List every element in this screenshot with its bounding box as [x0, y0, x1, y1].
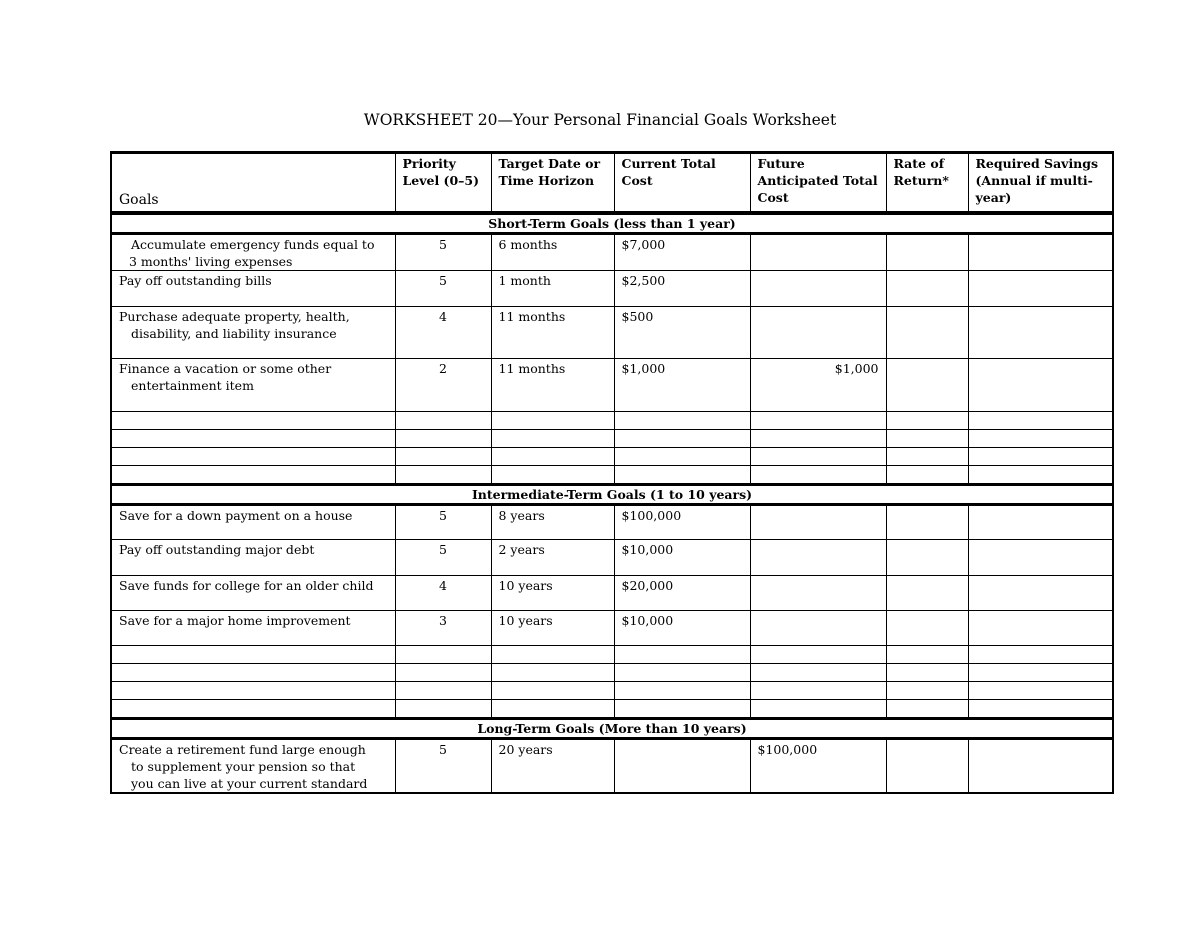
- empty-cell[interactable]: [111, 411, 395, 429]
- target-date-cell[interactable]: 1 month: [491, 270, 614, 306]
- table-row: [111, 610, 1113, 645]
- required-savings-cell[interactable]: [968, 738, 1113, 793]
- current-cost-cell[interactable]: $1,000: [614, 358, 750, 411]
- empty-cell[interactable]: [968, 465, 1113, 484]
- empty-cell[interactable]: [886, 663, 968, 681]
- empty-row: [111, 429, 1113, 447]
- rate-cell[interactable]: [886, 270, 968, 306]
- target-date-cell[interactable]: 11 months: [491, 306, 614, 358]
- empty-cell[interactable]: [886, 411, 968, 429]
- empty-cell[interactable]: [968, 429, 1113, 447]
- empty-cell[interactable]: [111, 465, 395, 484]
- rate-cell[interactable]: [886, 610, 968, 645]
- empty-cell[interactable]: [614, 645, 750, 663]
- goal-cell[interactable]: Save for a major home improvement: [111, 610, 395, 645]
- empty-cell[interactable]: [750, 447, 886, 465]
- current-cost-cell[interactable]: $10,000: [614, 610, 750, 645]
- empty-cell[interactable]: [968, 447, 1113, 465]
- empty-cell[interactable]: [395, 447, 491, 465]
- rate-cell[interactable]: [886, 306, 968, 358]
- current-cost-cell[interactable]: $7,000: [614, 233, 750, 270]
- section-label-intermediate-term: Intermediate-Term Goals (1 to 10 years): [111, 484, 1113, 504]
- rate-cell[interactable]: [886, 575, 968, 610]
- empty-cell[interactable]: [395, 681, 491, 699]
- empty-cell[interactable]: [491, 411, 614, 429]
- target-date-cell[interactable]: 11 months: [491, 358, 614, 411]
- empty-cell[interactable]: [395, 645, 491, 663]
- rate-cell[interactable]: [886, 358, 968, 411]
- header-future-cost: Future Anticipated Total Cost: [750, 153, 886, 213]
- empty-cell[interactable]: [614, 411, 750, 429]
- header-row: [111, 153, 1113, 213]
- required-savings-cell[interactable]: [968, 233, 1113, 270]
- rate-cell[interactable]: [886, 233, 968, 270]
- empty-cell[interactable]: [111, 645, 395, 663]
- empty-cell[interactable]: [614, 429, 750, 447]
- section-row: [111, 213, 1113, 234]
- current-cost-cell[interactable]: $2,500: [614, 270, 750, 306]
- priority-cell[interactable]: 5: [395, 504, 491, 539]
- empty-row: [111, 663, 1113, 681]
- empty-cell[interactable]: [491, 447, 614, 465]
- section-row: [111, 718, 1113, 738]
- rate-cell[interactable]: [886, 504, 968, 539]
- table-row: [111, 358, 1113, 411]
- future-cost-cell[interactable]: $1,000: [750, 358, 886, 411]
- empty-cell[interactable]: [111, 681, 395, 699]
- empty-cell[interactable]: [968, 411, 1113, 429]
- target-date-cell[interactable]: 2 years: [491, 539, 614, 575]
- empty-cell[interactable]: [614, 447, 750, 465]
- current-cost-cell[interactable]: $100,000: [614, 504, 750, 539]
- section-row: [111, 484, 1113, 504]
- priority-cell[interactable]: 5: [395, 539, 491, 575]
- table-row: [111, 575, 1113, 610]
- empty-cell[interactable]: [886, 681, 968, 699]
- priority-cell[interactable]: 5: [395, 233, 491, 270]
- header-priority: Priority Level (0–5): [395, 153, 491, 213]
- header-target-date: Target Date or Time Horizon: [491, 153, 614, 213]
- rate-cell[interactable]: [886, 539, 968, 575]
- empty-cell[interactable]: [750, 429, 886, 447]
- target-date-cell[interactable]: 8 years: [491, 504, 614, 539]
- empty-cell[interactable]: [614, 465, 750, 484]
- empty-cell[interactable]: [491, 465, 614, 484]
- table-row: [111, 233, 1113, 270]
- empty-cell[interactable]: [614, 699, 750, 718]
- empty-cell[interactable]: [491, 645, 614, 663]
- table-row: [111, 270, 1113, 306]
- empty-cell[interactable]: [395, 429, 491, 447]
- header-goals: Goals: [111, 153, 395, 213]
- empty-row: [111, 447, 1113, 465]
- empty-row: [111, 681, 1113, 699]
- required-savings-cell[interactable]: [968, 504, 1113, 539]
- header-required-savings: Required Savings (Annual if multi-year): [968, 153, 1113, 213]
- goal-cell[interactable]: Accumulate emergency funds equal to 3 months' living expenses: [111, 233, 395, 270]
- target-date-cell[interactable]: 10 years: [491, 610, 614, 645]
- goal-cell[interactable]: Pay off outstanding bills: [111, 270, 395, 306]
- empty-cell[interactable]: [886, 699, 968, 718]
- empty-cell[interactable]: [111, 663, 395, 681]
- section-label-short-term: Short-Term Goals (less than 1 year): [111, 213, 1113, 234]
- future-cost-cell[interactable]: [750, 270, 886, 306]
- priority-cell[interactable]: 3: [395, 610, 491, 645]
- priority-cell[interactable]: 4: [395, 575, 491, 610]
- future-cost-cell[interactable]: [750, 233, 886, 270]
- section-label-long-term: Long-Term Goals (More than 10 years): [111, 718, 1113, 738]
- empty-cell[interactable]: [968, 663, 1113, 681]
- empty-cell[interactable]: [491, 699, 614, 718]
- empty-cell[interactable]: [750, 645, 886, 663]
- empty-row: [111, 411, 1113, 429]
- goal-cell[interactable]: Save for a down payment on a house: [111, 504, 395, 539]
- empty-cell[interactable]: [750, 411, 886, 429]
- empty-row: [111, 465, 1113, 484]
- table-row: [111, 504, 1113, 539]
- current-cost-cell[interactable]: [614, 738, 750, 793]
- empty-cell[interactable]: [491, 681, 614, 699]
- current-cost-cell[interactable]: $20,000: [614, 575, 750, 610]
- future-cost-cell[interactable]: [750, 539, 886, 575]
- future-cost-cell[interactable]: [750, 610, 886, 645]
- goal-cell[interactable]: Create a retirement fund large enough to supplement your pension so that you can live at your current standard: [111, 738, 395, 793]
- future-cost-cell[interactable]: [750, 504, 886, 539]
- priority-cell[interactable]: 5: [395, 270, 491, 306]
- empty-cell[interactable]: [968, 681, 1113, 699]
- current-cost-cell[interactable]: $500: [614, 306, 750, 358]
- empty-cell[interactable]: [750, 663, 886, 681]
- goal-cell[interactable]: Pay off outstanding major debt: [111, 539, 395, 575]
- table-row: [111, 539, 1113, 575]
- target-date-cell[interactable]: 6 months: [491, 233, 614, 270]
- empty-cell[interactable]: [886, 429, 968, 447]
- empty-cell[interactable]: [886, 447, 968, 465]
- goals-table: [110, 151, 1114, 794]
- future-cost-cell[interactable]: $100,000: [750, 738, 886, 793]
- priority-cell[interactable]: 5: [395, 738, 491, 793]
- empty-cell[interactable]: [395, 465, 491, 484]
- empty-cell[interactable]: [111, 429, 395, 447]
- empty-cell[interactable]: [111, 447, 395, 465]
- empty-cell[interactable]: [491, 663, 614, 681]
- empty-cell[interactable]: [750, 465, 886, 484]
- empty-cell[interactable]: [614, 681, 750, 699]
- required-savings-cell[interactable]: [968, 358, 1113, 411]
- empty-cell[interactable]: [886, 465, 968, 484]
- empty-cell[interactable]: [968, 645, 1113, 663]
- required-savings-cell[interactable]: [968, 270, 1113, 306]
- table-row: [111, 306, 1113, 358]
- empty-cell[interactable]: [750, 699, 886, 718]
- required-savings-cell[interactable]: [968, 575, 1113, 610]
- empty-cell[interactable]: [886, 645, 968, 663]
- empty-cell[interactable]: [395, 411, 491, 429]
- current-cost-cell[interactable]: $10,000: [614, 539, 750, 575]
- worksheet-title: WORKSHEET 20—Your Personal Financial Goals Worksheet: [363, 111, 837, 129]
- rate-cell[interactable]: [886, 738, 968, 793]
- priority-cell[interactable]: 4: [395, 306, 491, 358]
- priority-cell[interactable]: 2: [395, 358, 491, 411]
- empty-cell[interactable]: [614, 663, 750, 681]
- required-savings-cell[interactable]: [968, 539, 1113, 575]
- target-date-cell[interactable]: 10 years: [491, 575, 614, 610]
- required-savings-cell[interactable]: [968, 610, 1113, 645]
- empty-row: [111, 699, 1113, 718]
- empty-cell[interactable]: [491, 429, 614, 447]
- header-current-cost: Current Total Cost: [614, 153, 750, 213]
- table-row: [111, 738, 1113, 793]
- empty-cell[interactable]: [111, 699, 395, 718]
- future-cost-cell[interactable]: [750, 306, 886, 358]
- goal-cell[interactable]: Save funds for college for an older child: [111, 575, 395, 610]
- header-rate-of-return: Rate of Return*: [886, 153, 968, 213]
- required-savings-cell[interactable]: [968, 306, 1113, 358]
- goal-cell[interactable]: Purchase adequate property, health, disability, and liability insurance: [111, 306, 395, 358]
- future-cost-cell[interactable]: [750, 575, 886, 610]
- target-date-cell[interactable]: 20 years: [491, 738, 614, 793]
- empty-row: [111, 645, 1113, 663]
- goal-cell[interactable]: Finance a vacation or some other entertainment item: [111, 358, 395, 411]
- empty-cell[interactable]: [395, 663, 491, 681]
- empty-cell[interactable]: [968, 699, 1113, 718]
- empty-cell[interactable]: [395, 699, 491, 718]
- empty-cell[interactable]: [750, 681, 886, 699]
